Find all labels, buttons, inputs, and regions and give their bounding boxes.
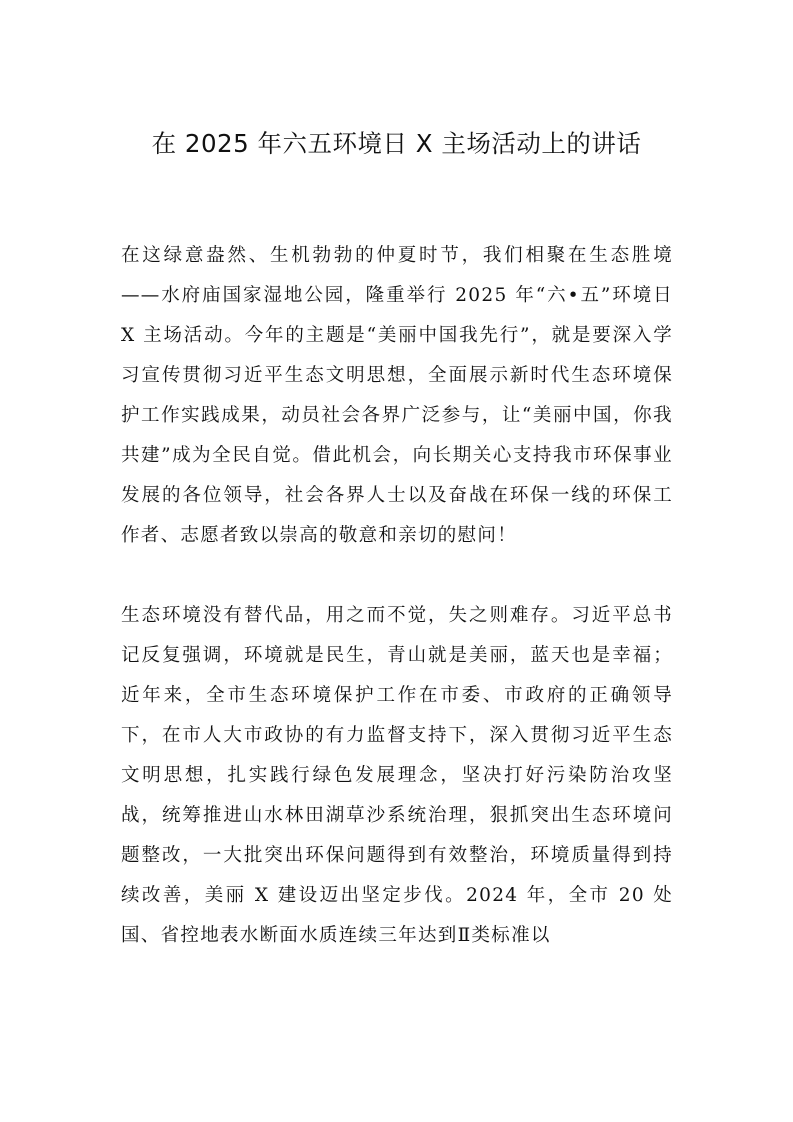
document-body <box>121 236 673 956</box>
paragraph-opening: 在这绿意盎然、生机勃勃的仲夏时节，我们相聚在生态胜境——水府庙国家湿地公园，隆重举行 2025 年“六•五”环境日 X 主场活动。今年的主题是“美丽中国我先行”，就是要深入学习宣传贯彻习近平生态文明思想，全面展示新时代生态环境保护工作实践成果，动员社会各界广泛参与，让“美丽中国，你我共建”成为全民自觉。借此机会，向长期关心支持我市环保事业发展的各位领导，社会各界人士以及奋战在环保一线的环保工作者、志愿者致以崇高的敬意和亲切的慰问！ <box>121 245 673 546</box>
document-title: 在 2025 年六五环境日 X 主场活动上的讲话 <box>151 129 642 158</box>
paragraph-ecology: 生态环境没有替代品，用之而不觉，失之则难存。习近平总书记反复强调，环境就是民生，青山就是美丽，蓝天也是幸福；近年来，全市生态环境保护工作在市委、市政府的正确领导下，在市人大市政协的有力监督支持下，深入贯彻习近平生态文明思想，扎实践行绿色发展理念，坚决打好污染防治攻坚战，统筹推进山水林田湖草沙系统治理，狠抓突出生态环境问题整改，一大批突出环保问题得到有效整治，环境质量得到持续改善，美丽 X 建设迈出坚定步伐。2024 年，全市 20 处国、省控地表水断面水质连续三年达到Ⅱ类标准以 <box>121 605 673 946</box>
